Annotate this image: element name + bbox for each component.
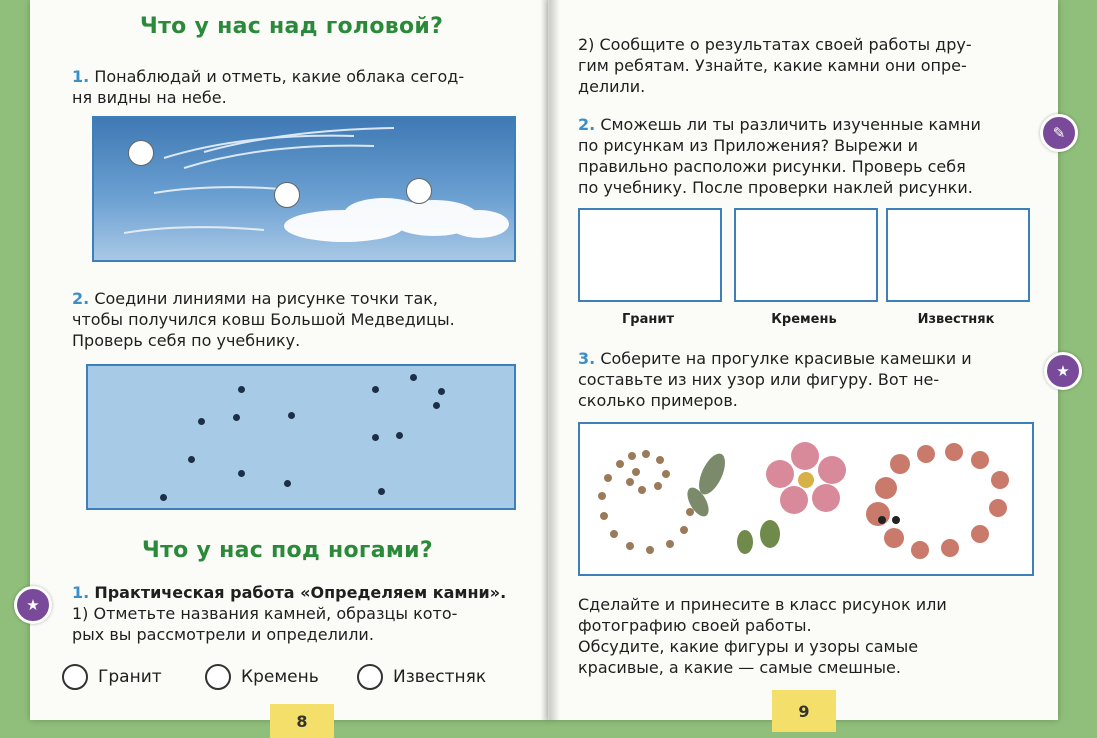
report-instructions bbox=[578, 34, 1038, 97]
star-dot bbox=[233, 414, 240, 421]
option-granite[interactable] bbox=[62, 664, 162, 690]
task-big-dipper bbox=[72, 288, 532, 351]
star-dot bbox=[188, 456, 195, 463]
star-dot bbox=[160, 494, 167, 501]
task-number: 1. bbox=[72, 583, 90, 602]
star-dot bbox=[238, 470, 245, 477]
option-limestone[interactable] bbox=[357, 664, 486, 690]
option-flint[interactable] bbox=[205, 664, 319, 690]
heading-overhead: Что у нас над головой? bbox=[140, 14, 444, 39]
task-text: чтобы получился ковш Большой Медведицы. bbox=[72, 310, 455, 329]
star-dot bbox=[372, 434, 379, 441]
task-text: 2) Сообщите о результатах своей работы дру- bbox=[578, 35, 972, 54]
star-dot bbox=[372, 386, 379, 393]
task-text: Понаблюдай и отметь, какие облака сегод- bbox=[94, 67, 465, 86]
task-text: фотографию своей работы. bbox=[578, 616, 812, 635]
task-stones bbox=[72, 582, 532, 645]
caption-flint: Кремень bbox=[771, 312, 837, 327]
task-number: 3. bbox=[578, 349, 596, 368]
option-label: Кремень bbox=[241, 667, 319, 687]
radio-circle[interactable] bbox=[205, 664, 231, 690]
task-text: Проверь себя по учебнику. bbox=[72, 331, 301, 350]
cloud-checkbox[interactable] bbox=[274, 182, 300, 208]
task-text: Соберите на прогулке красивые камешки и bbox=[600, 349, 972, 368]
task-text: по рисункам из Приложения? Вырежи и bbox=[578, 136, 919, 155]
task-text: Сделайте и принесите в класс рисунок или bbox=[578, 595, 947, 614]
task-text: Соедини линиями на рисунке точки так, bbox=[94, 289, 438, 308]
star-dot bbox=[238, 386, 245, 393]
task-text: рых вы рассмотрели и определили. bbox=[72, 625, 374, 644]
radio-circle[interactable] bbox=[357, 664, 383, 690]
option-label: Известняк bbox=[393, 667, 487, 687]
radio-circle[interactable] bbox=[62, 664, 88, 690]
task-text: сколько примеров. bbox=[578, 391, 738, 410]
task-text: Сможешь ли ты различить изученные камни bbox=[600, 115, 981, 134]
sticker-slot-limestone[interactable] bbox=[886, 208, 1030, 302]
homework-note bbox=[578, 594, 1038, 678]
task-text: составьте из них узор или фигуру. Вот не- bbox=[578, 370, 940, 389]
task-text: по учебнику. После проверки наклей рисунки. bbox=[578, 178, 973, 197]
task-text: Обсудите, какие фигуры и узоры самые bbox=[578, 637, 919, 656]
task-number: 1. bbox=[72, 67, 90, 86]
book-spine bbox=[540, 0, 560, 720]
task-text: делили. bbox=[578, 77, 646, 96]
star-dot bbox=[396, 432, 403, 439]
star-dot bbox=[288, 412, 295, 419]
paperclip-icon: ✎ bbox=[1040, 114, 1078, 152]
clouds-drawing bbox=[94, 118, 514, 260]
heading-underfoot: Что у нас под ногами? bbox=[142, 538, 433, 563]
star-dot bbox=[410, 374, 417, 381]
task-text: правильно расположи рисунки. Проверь себя bbox=[578, 157, 966, 176]
star-dot bbox=[433, 402, 440, 409]
caption-granite: Гранит bbox=[622, 312, 674, 327]
pebble-examples-illustration bbox=[578, 422, 1034, 576]
option-label: Гранит bbox=[98, 667, 162, 687]
task-text: 1) Отметьте названия камней, образцы кото- bbox=[72, 604, 458, 623]
task-text: гим ребятам. Узнайте, какие камни они опре- bbox=[578, 56, 967, 75]
stars-icon: ★ bbox=[14, 586, 52, 624]
task-text: красивые, а какие — самые смешные. bbox=[578, 658, 901, 677]
task-pebble-pattern bbox=[578, 348, 1038, 411]
sticker-slot-granite[interactable] bbox=[578, 208, 722, 302]
task-text: ня видны на небе. bbox=[72, 88, 227, 107]
task-number: 2. bbox=[72, 289, 90, 308]
star-dot bbox=[198, 418, 205, 425]
star-dot bbox=[378, 488, 385, 495]
pebble-drawing bbox=[580, 424, 1032, 574]
cloud-checkbox[interactable] bbox=[128, 140, 154, 166]
task-identify-stones bbox=[578, 114, 1038, 198]
task-number: 2. bbox=[578, 115, 596, 134]
star-dot bbox=[438, 388, 445, 395]
page-number-right: 9 bbox=[772, 690, 836, 732]
stars-icon: ★ bbox=[1044, 352, 1082, 390]
sky-illustration bbox=[92, 116, 516, 262]
star-dots-area[interactable] bbox=[86, 364, 516, 510]
task-title: Практическая работа «Определяем камни». bbox=[94, 583, 507, 602]
cloud-checkbox[interactable] bbox=[406, 178, 432, 204]
caption-limestone: Известняк bbox=[917, 312, 995, 327]
page-number-left: 8 bbox=[270, 704, 334, 738]
task-clouds bbox=[72, 66, 532, 108]
star-dot bbox=[284, 480, 291, 487]
sticker-slot-flint[interactable] bbox=[734, 208, 878, 302]
